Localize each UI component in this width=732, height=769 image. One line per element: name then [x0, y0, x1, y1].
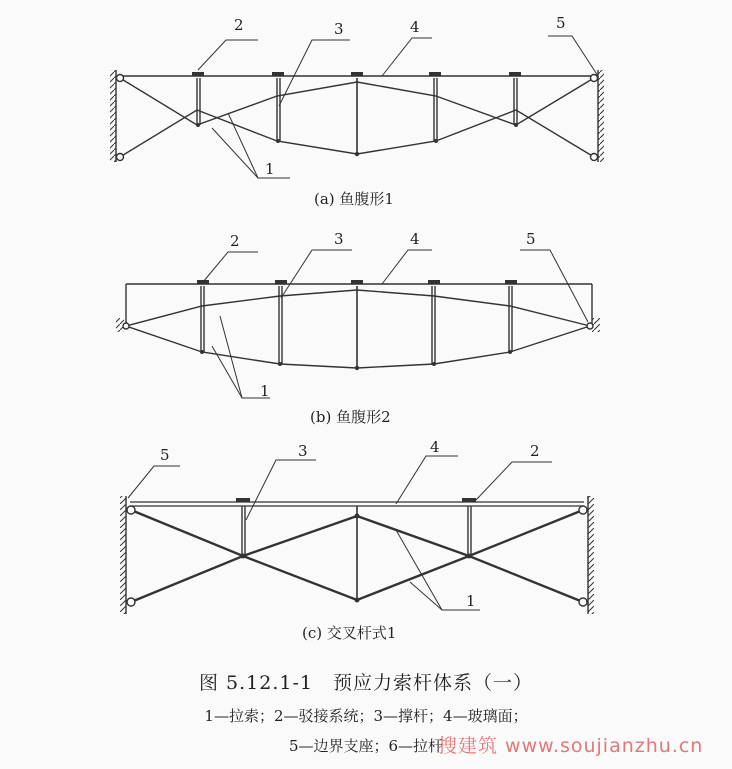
legend-line-2: 5—边界支座；6—拉杆 — [288, 737, 444, 755]
callout-a-4: 4 — [410, 18, 420, 36]
subtitle-c: (c) 交叉杆式1 — [302, 624, 397, 642]
subtitle-a: (a) 鱼腹形1 — [314, 190, 394, 208]
callout-b-5: 5 — [526, 230, 536, 248]
watermark-text: 搜建筑 www.soujianzhu.cn — [438, 735, 704, 757]
callout-c-4: 4 — [430, 438, 440, 456]
subtitle-b: (b) 鱼腹形2 — [310, 408, 391, 426]
callout-b-4: 4 — [410, 230, 420, 248]
diagram-a — [110, 36, 604, 178]
lower-cable — [126, 326, 590, 368]
callout-c-2: 2 — [530, 442, 540, 460]
diagram-c — [120, 456, 594, 614]
right-wall-support — [598, 70, 604, 162]
callout-a-5: 5 — [556, 14, 566, 32]
legend-line-1: 1—拉索；2—驳接系统；3—撑杆；4—玻璃面； — [204, 707, 528, 725]
callout-c-3: 3 — [298, 442, 308, 460]
callout-a-2: 2 — [234, 16, 244, 34]
callout-c-5: 5 — [160, 446, 170, 464]
callout-a-1: 1 — [265, 160, 275, 178]
upper-cable — [126, 290, 590, 326]
callout-b-3: 3 — [334, 230, 344, 248]
callout-c-1: 1 — [466, 592, 476, 610]
callout-b-2: 2 — [230, 232, 240, 250]
left-wall-support — [110, 70, 116, 162]
callout-a-3: 3 — [334, 20, 344, 38]
figure-caption: 图 5.12.1-1 预应力索杆体系（一） — [199, 672, 533, 694]
diagram-b — [116, 250, 600, 398]
callout-b-1: 1 — [260, 382, 270, 400]
